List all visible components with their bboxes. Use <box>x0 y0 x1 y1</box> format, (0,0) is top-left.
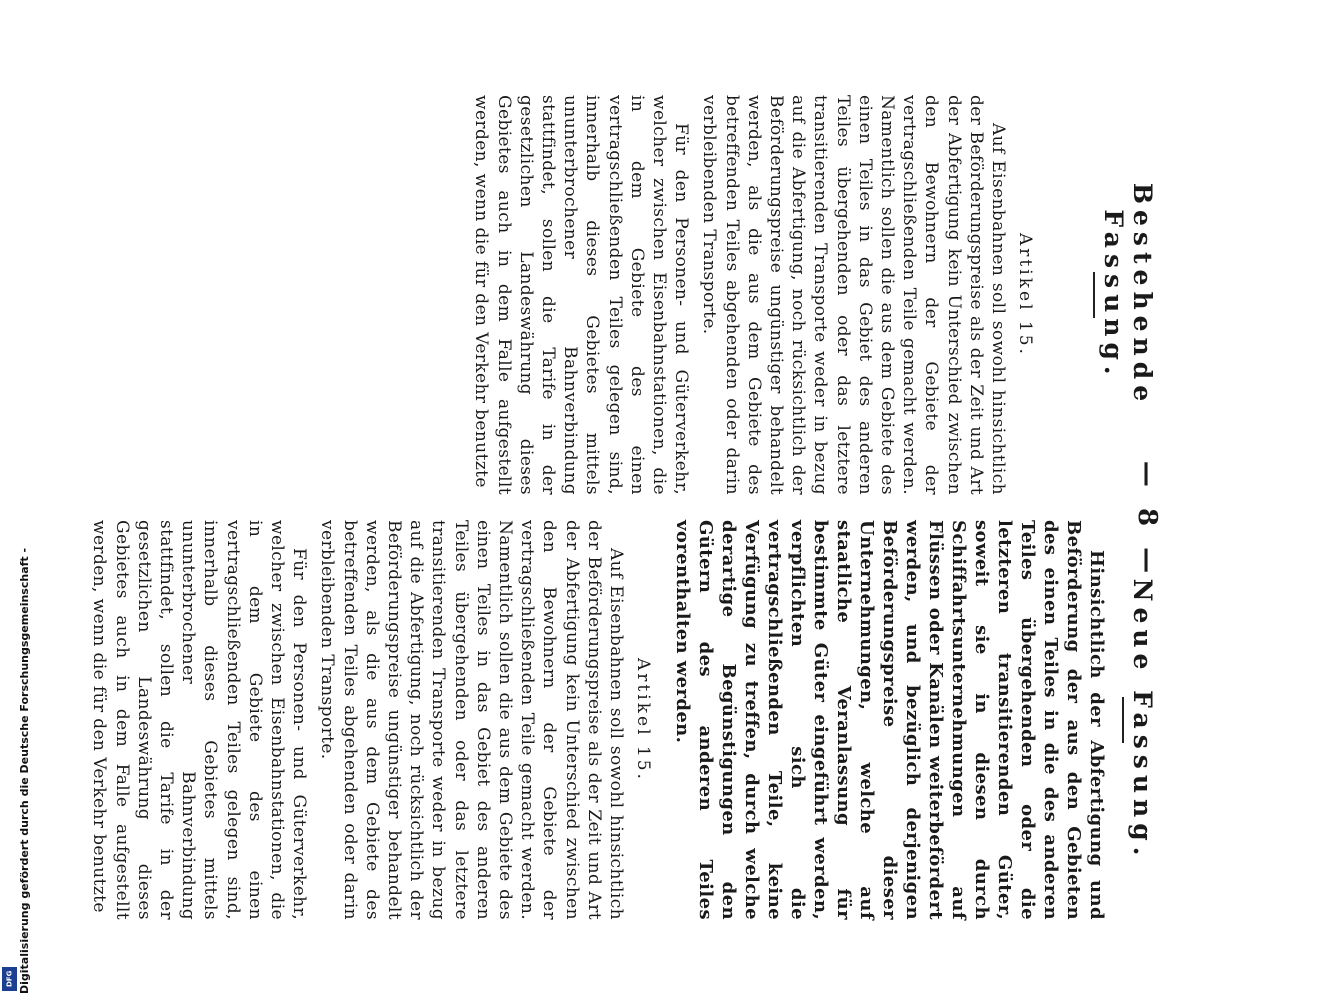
paragraph: Auf Eisenbahnen soll sowohl hinsichtlich der Beförderungspreise als der Zeit und Art der Abfertigung kein Unterschied zwischen den Bewohnern der Gebiete der vertragschließenden Teile gemacht werden. Namentlich sollen die aus dem Gebiete des einen Teiles in das Gebiet des anderen Teiles übergehenden oder das letztere transitierenden Transporte weder in bezug auf die Abfertigung, noch rücksichtlich der Beförderungspreise ungünstiger behandelt werden, als die aus dem Gebiete des betreffenden Teiles abgehenden oder darin verbleibenden Transporte. <box>699 95 1008 495</box>
column-new-version <box>88 520 1212 920</box>
article-heading: Artikel 15. <box>1015 233 1035 357</box>
article-heading: Artikel 15. <box>633 658 653 782</box>
column-existing-version <box>470 95 1212 495</box>
column-heading-new: Neue Fassung. <box>1128 578 1157 862</box>
new-paragraph: Hinsichtlich der Abfertigung und Beförderung der aus den Gebieten des einen Teiles in die des anderen Teiles übergehenden oder die letzteren transitierenden Güter, soweit sie in diesen durch Schiffahrtsunternehmungen auf Flüssen oder Kanälen weiterbefördert werden, und bezüglich derjenigen Beförderungspreise dieser Unternehmungen, welche auf staatliche Veranlassung für bestimmte Güter eingeführt werden, verpflichten sich die vertragschließenden Teile, keine Verfügung zu treffen, durch welche derartige Begünstigungen den Gütern des anderen Teiles vorenthalten werden. <box>672 520 1107 920</box>
rotated-content <box>89 0 1212 1000</box>
dfg-logo: DFG <box>2 967 17 991</box>
heading-rule <box>1122 697 1124 743</box>
paragraph: Für den Personen- und Güterverkehr, welcher zwischen Eisenbahnstationen, die in dem Gebiete des einen vertragschließenden Teiles gelegen sind, innerhalb dieses Gebietes mittels ununterbrochener Bahnverbindung stattfindet, sollen die Tarife in der gesetzlichen Landeswährung dieses Gebietes auch in dem Falle aufgestellt werden, wenn die für den Verkehr benutzte <box>89 520 310 920</box>
column-heading-existing: Bestehende Fassung. <box>1099 182 1157 408</box>
paragraph: Auf Eisenbahnen soll sowohl hinsichtlich der Beförderungspreise als der Zeit und Art der Abfertigung kein Unterschied zwischen den Bewohnern der Gebiete der vertragschließenden Teile gemacht werden. Namentlich sollen die aus dem Gebiete des einen Teiles in das Gebiet des anderen Teiles übergehenden oder das letztere transitierenden Transporte weder in bezug auf die Abfertigung, noch rücksichtlich der Beförderungspreise ungünstiger behandelt werden, als die aus dem Gebiete des betreffenden Teiles abgehenden oder darin verbleibenden Transporte. <box>317 520 626 920</box>
digitization-credit: Digitalisierung gefördert durch die Deutsche Forschungsgemeinschaft - <box>18 547 31 994</box>
paragraph: Für den Personen- und Güterverkehr, welcher zwischen Eisenbahnstationen, die in dem Gebiete des einen vertragschließenden Teiles gelegen sind, innerhalb dieses Gebietes mittels ununterbrochener Bahnverbindung stattfindet, sollen die Tarife in der gesetzlichen Landeswährung dieses Gebietes auch in dem Falle aufgestellt werden, wenn die für den Verkehr benutzte <box>471 95 692 495</box>
heading-rule <box>1093 272 1095 318</box>
page-number: — 8 — <box>1132 460 1162 580</box>
digitization-sidebar <box>0 0 31 1000</box>
